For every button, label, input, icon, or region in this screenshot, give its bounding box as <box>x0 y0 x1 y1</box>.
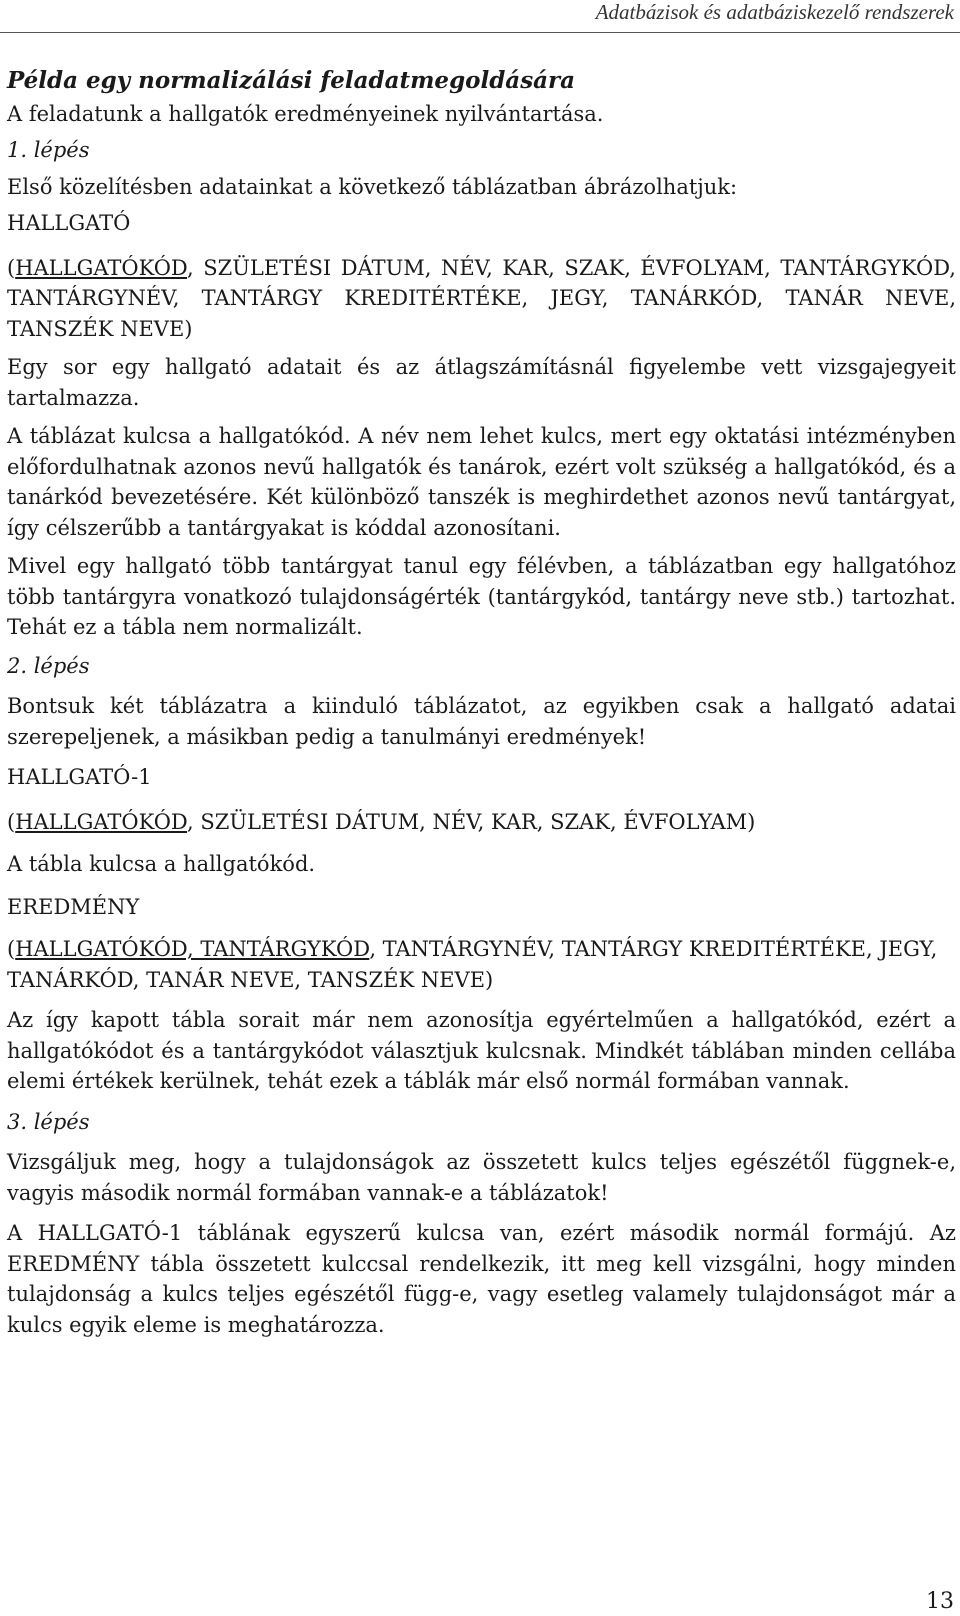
schema-open-paren: ( <box>7 809 16 834</box>
step1-text: Első közelítésben adatainkat a következő táblázatban ábrázolhatjuk: <box>7 174 738 199</box>
step1-paragraph-1: Egy sor egy hallgató adatait és az átlagszámításnál figyelembe vett vizsgajegyeit tartalmazza. <box>7 355 956 410</box>
schema-eredmeny <box>7 934 956 995</box>
hallgato-1-key-text: A tábla kulcsa a hallgatókód. <box>7 852 316 876</box>
schema-key: HALLGATÓKÓD, TANTÁRGYKÓD <box>15 937 370 961</box>
schema-open-paren: ( <box>7 255 16 280</box>
table-name-hallgato-1: HALLGATÓ-1 <box>7 765 152 789</box>
schema-hallgato <box>7 253 956 345</box>
step3-paragraph-1: A HALLGATÓ-1 táblának egyszerű kulcsa van, ezért második normál formájú. Az EREDMÉNY tábla összetett kulccsal rendelkezik, itt meg kell vizsgálni, hogy minden tulajdonság a kulcs teljes egészétől függ-e, vagy esetleg valamely tulajdonságot már a kulcs egyik eleme is meghatározza. <box>7 1221 956 1337</box>
header-title: Adatbázisok és adatbáziskezelő rendszerek <box>595 0 954 24</box>
step2-paragraph-1: Az így kapott tábla sorait már nem azonosítja egyértelműen a hallgatókód, ezért a hallgatókódot és a tantárgykódot választjuk kulcsnak. Mindkét táblában minden cellába elemi értékek kerülnek, tehát ezek a táblák már első normál formában vannak. <box>7 1008 956 1093</box>
schema-hallgato-1 <box>7 807 956 838</box>
step2-label: 2. lépés <box>7 653 90 678</box>
step2-text: Bontsuk két táblázatra a kiinduló táblázatot, az egyikben csak a hallgató adatai szerepeljenek, a másikban pedig a tanulmányi eredmények! <box>7 694 956 749</box>
schema-attributes: , TANTÁRGYNÉV, TANTÁRGY KREDITÉRTÉKE, JEGY, TANÁRKÓD, TANÁR NEVE, TANSZÉK NEVE) <box>7 937 938 992</box>
table-name-eredmeny: EREDMÉNY <box>7 894 140 919</box>
schema-attributes: , SZÜLETÉSI DÁTUM, NÉV, KAR, SZAK, ÉVFOLYAM) <box>187 809 756 834</box>
intro-paragraph: A feladatunk a hallgatók eredményeinek nyilvántartása. <box>7 101 604 126</box>
step3-text: Vizsgáljuk meg, hogy a tulajdonságok az összetett kulcs teljes egészétől függnek-e, vagyis második normál formában vannak-e a táblázatok! <box>7 1150 956 1205</box>
section-heading: Példa egy normalizálási feladatmegoldására <box>7 67 576 94</box>
page-number: 13 <box>926 1589 954 1614</box>
step3-label: 3. lépés <box>7 1109 90 1134</box>
document-body <box>7 66 956 1352</box>
step1-label: 1. lépés <box>7 138 90 162</box>
schema-key: HALLGATÓKÓD <box>15 255 188 280</box>
schema-attributes: , SZÜLETÉSI DÁTUM, NÉV, KAR, SZAK, ÉVFOLYAM, TANTÁRGYKÓD, TANTÁRGYNÉV, TANTÁRGY KREDITÉRTÉKE, JEGY, TANÁRKÓD, TANÁR NEVE, TANSZÉK NEVE) <box>7 255 956 341</box>
schema-open-paren: ( <box>7 937 16 961</box>
step1-paragraph-2: A táblázat kulcsa a hallgatókód. A név nem lehet kulcs, mert egy oktatási intézményben előfordulhatnak azonos nevű hallgatók és tanárok, ezért volt szükség a hallgatókód, és a tanárkód bevezetésére. Két különböző tanszék is meghirdethet azonos nevű tantárgyat, így célszerűbb a tantárgyakat is kóddal azonosítani. <box>7 424 956 540</box>
schema-key: HALLGATÓKÓD <box>15 809 188 834</box>
step1-paragraph-3: Mivel egy hallgató több tantárgyat tanul egy félévben, a táblázatban egy hallgatóhoz több tantárgyra vonatkozó tulajdonságérték (tantárgykód, tantárgy neve stb.) tartozhat. Tehát ez a tábla nem normalizált. <box>7 554 956 639</box>
page-header <box>0 0 960 33</box>
table-name-hallgato: HALLGATÓ <box>7 211 131 235</box>
